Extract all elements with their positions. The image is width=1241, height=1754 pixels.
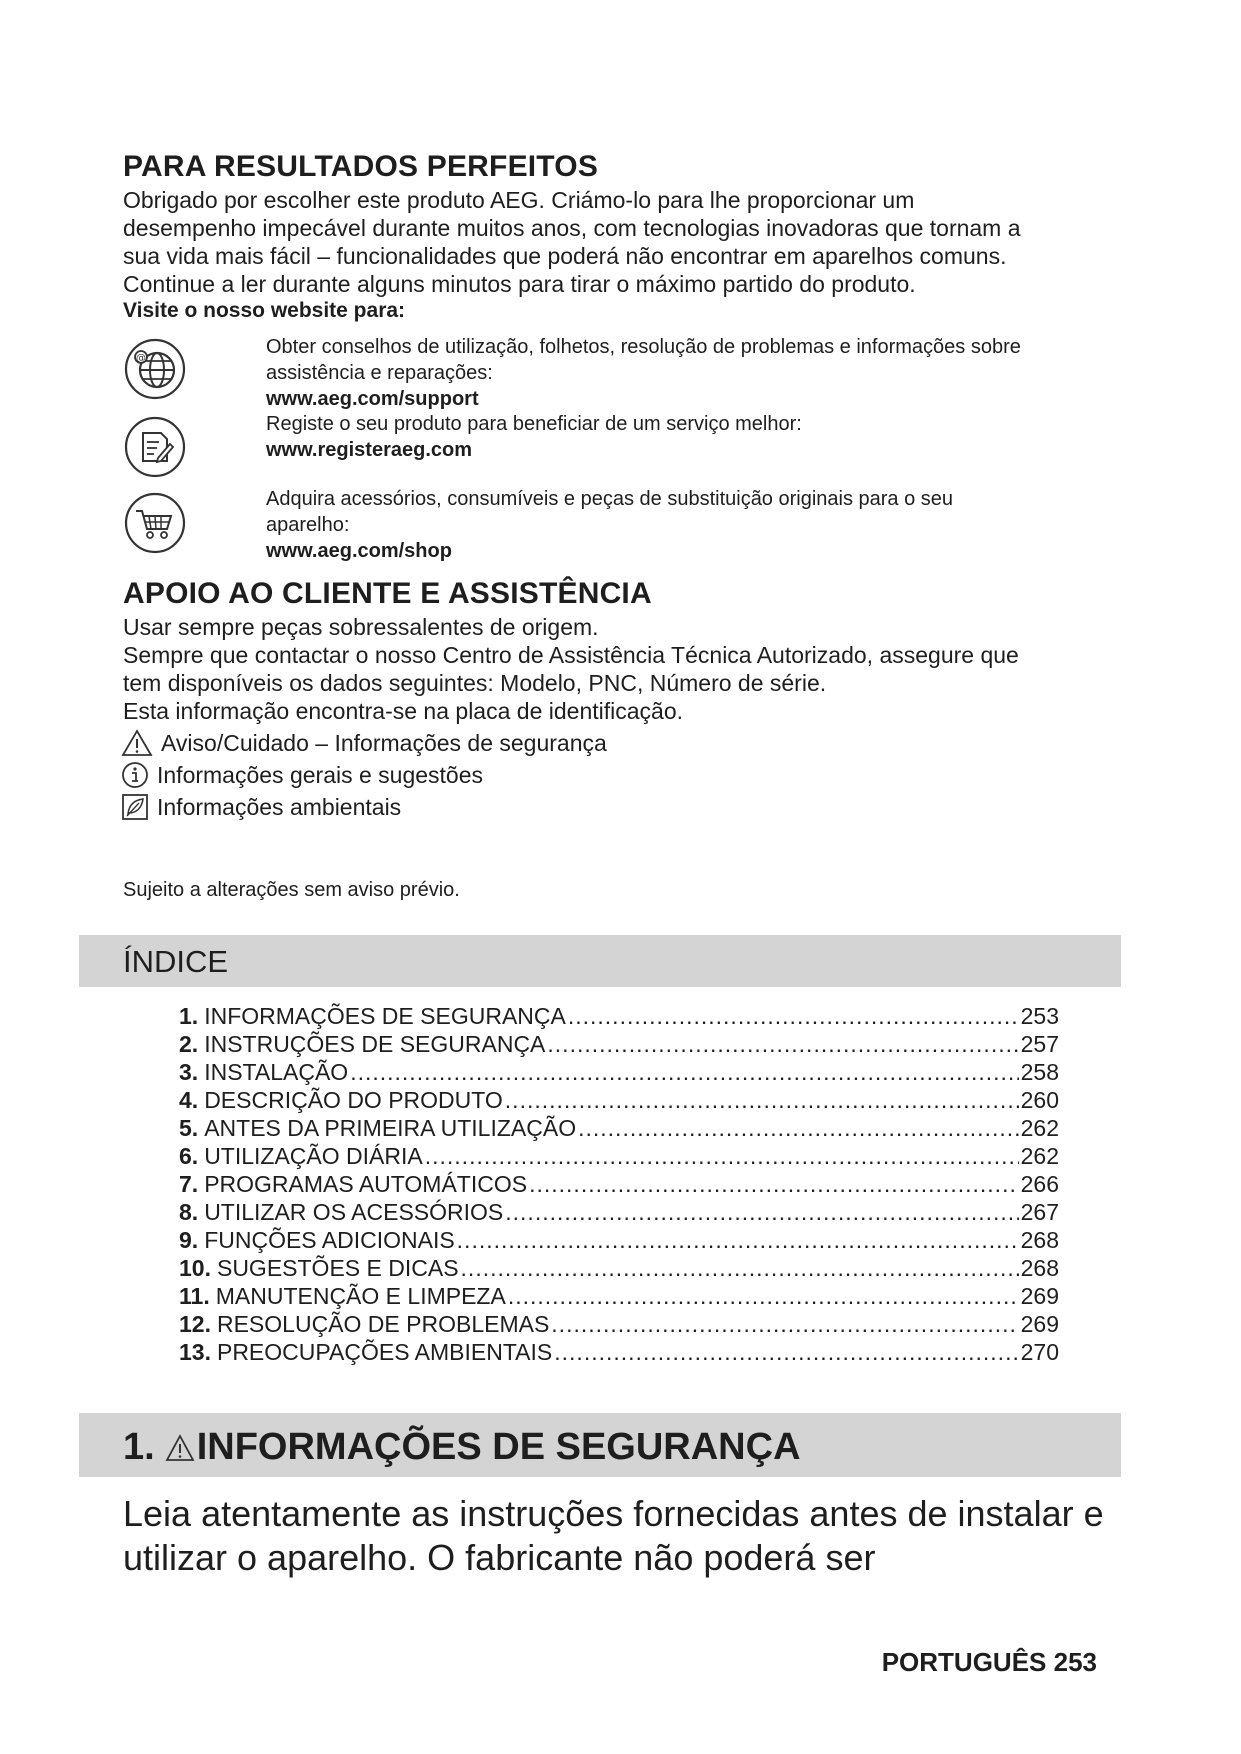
- toc-title: FUNÇÕES ADICIONAIS: [204, 1227, 455, 1253]
- website-item-text: Obter conselhos de utilização, folhetos, resolução de problemas e informações sobre: [266, 336, 1021, 358]
- support-line: tem disponíveis os dados seguintes: Modelo, PNC, Número de série.: [123, 670, 827, 696]
- shop-link[interactable]: www.aeg.com/shop: [266, 540, 452, 562]
- register-document-icon: [124, 416, 186, 478]
- toc-page: 269: [1020, 1311, 1059, 1337]
- warning-triangle-icon: [121, 729, 153, 757]
- legend-label: Informações gerais e sugestões: [157, 761, 484, 788]
- register-link[interactable]: www.registeraeg.com: [266, 439, 472, 461]
- chapter-title: INFORMAÇÕES DE SEGURANÇA: [196, 1426, 801, 1468]
- index-header-band: [79, 935, 1121, 987]
- toc-title: RESOLUÇÃO DE PROBLEMAS: [216, 1311, 550, 1337]
- toc-page: 269: [1020, 1283, 1059, 1309]
- toc-page: 266: [1020, 1171, 1059, 1197]
- toc-title: PROGRAMAS AUTOMÁTICOS: [204, 1171, 528, 1197]
- toc-title: INSTRUÇÕES DE SEGURANÇA: [204, 1031, 546, 1057]
- website-item-register: [266, 411, 1126, 463]
- intro-line: Obrigado por escolher este produto AEG. Criámo-lo para lhe proporcionar um: [123, 187, 915, 213]
- chapter-heading: [123, 1426, 801, 1469]
- shopping-cart-icon: [124, 492, 186, 554]
- warning-triangle-icon: [165, 1434, 195, 1462]
- toc-title: MANUTENÇÃO E LIMPEZA: [215, 1283, 506, 1309]
- support-title: APOIO AO CLIENTE E ASSISTÊNCIA: [123, 577, 652, 610]
- toc-entry[interactable]: 1. INFORMAÇÕES DE SEGURANÇA ..... 253: [179, 1002, 1059, 1030]
- toc-entry[interactable]: 11. MANUTENÇÃO E LIMPEZA ..... 269: [179, 1282, 1059, 1310]
- toc-page: 267: [1020, 1199, 1059, 1225]
- svg-text:@: @: [136, 353, 146, 364]
- chapter-intro-line: Leia atentamente as instruções fornecidas antes de instalar e: [123, 1493, 1104, 1534]
- toc-title: SUGESTÕES E DICAS: [216, 1255, 459, 1281]
- toc-entry[interactable]: 10. SUGESTÕES E DICAS ..... 268: [179, 1254, 1059, 1282]
- toc-page: 258: [1020, 1059, 1059, 1085]
- intro-line: sua vida mais fácil – funcionalidades que poderá não encontrar em aparelhos comuns.: [123, 243, 1007, 269]
- toc-entry[interactable]: 2. INSTRUÇÕES DE SEGURANÇA ..... 257: [179, 1030, 1059, 1058]
- website-item-text: Adquira acessórios, consumíveis e peças de substituição originais para o seu: [266, 488, 954, 510]
- globe-icon: [124, 338, 186, 400]
- legend-item-warning: [121, 727, 607, 759]
- legend-label: Aviso/Cuidado – Informações de segurança: [161, 729, 607, 756]
- toc-page: 257: [1020, 1031, 1059, 1057]
- toc-entry[interactable]: 4. DESCRIÇÃO DO PRODUTO ..... 260: [179, 1086, 1059, 1114]
- toc-title: INSTALAÇÃO: [204, 1059, 349, 1085]
- toc-entry[interactable]: 13. PREOCUPAÇÕES AMBIENTAIS ..... 270: [179, 1338, 1059, 1366]
- toc-page: 268: [1020, 1227, 1059, 1253]
- toc-entry[interactable]: 6. UTILIZAÇÃO DIÁRIA ..... 262: [179, 1142, 1059, 1170]
- toc-title: UTILIZAR OS ACESSÓRIOS: [204, 1199, 504, 1225]
- change-notice: Sujeito a alterações sem aviso prévio.: [123, 879, 460, 901]
- website-item-text: Registe o seu produto para beneficiar de um serviço melhor:: [266, 413, 802, 435]
- chapter-number: 1.: [123, 1426, 155, 1468]
- table-of-contents: [179, 1002, 1059, 1366]
- toc-page: 268: [1020, 1255, 1059, 1281]
- leaf-icon: [121, 793, 149, 821]
- toc-title: UTILIZAÇÃO DIÁRIA: [204, 1143, 423, 1169]
- legend-item-info: [121, 759, 607, 791]
- website-item-shop: [266, 486, 1126, 564]
- support-link[interactable]: www.aeg.com/support: [266, 388, 479, 410]
- index-title: ÍNDICE: [123, 944, 229, 979]
- website-item-text: assistência e reparações:: [266, 362, 493, 384]
- chapter-intro-line: utilizar o aparelho. O fabricante não poderá ser: [123, 1537, 876, 1578]
- intro-line: desempenho impecável durante muitos anos, com tecnologias inovadoras que tornam a: [123, 215, 1021, 241]
- chapter-intro-paragraph: [123, 1492, 1133, 1580]
- toc-title: INFORMAÇÕES DE SEGURANÇA: [204, 1003, 566, 1029]
- toc-entry[interactable]: 8. UTILIZAR OS ACESSÓRIOS ..... 267: [179, 1198, 1059, 1226]
- toc-title: PREOCUPAÇÕES AMBIENTAIS: [216, 1339, 553, 1365]
- legend-label: Informações ambientais: [157, 793, 402, 820]
- toc-page: 253: [1020, 1003, 1059, 1029]
- intro-line: Continue a ler durante alguns minutos para tirar o máximo partido do produto.: [123, 271, 916, 297]
- intro-title: PARA RESULTADOS PERFEITOS: [123, 150, 599, 183]
- toc-entry[interactable]: 9. FUNÇÕES ADICIONAIS ..... 268: [179, 1226, 1059, 1254]
- support-paragraph: [123, 613, 1123, 725]
- toc-page: 262: [1020, 1143, 1059, 1169]
- support-line: Sempre que contactar o nosso Centro de Assistência Técnica Autorizado, assegure que: [123, 642, 1019, 668]
- toc-title: DESCRIÇÃO DO PRODUTO: [204, 1087, 503, 1113]
- toc-entry[interactable]: 5. ANTES DA PRIMEIRA UTILIZAÇÃO ..... 262: [179, 1114, 1059, 1142]
- page-footer: PORTUGUÊS 253: [881, 1647, 1097, 1677]
- toc-entry[interactable]: 7. PROGRAMAS AUTOMÁTICOS ..... 266: [179, 1170, 1059, 1198]
- visit-label: Visite o nosso website para:: [123, 299, 406, 322]
- website-item-support: [266, 334, 1126, 412]
- symbol-legend: [121, 727, 607, 823]
- support-line: Esta informação encontra-se na placa de identificação.: [123, 698, 683, 724]
- chapter-header-band: [79, 1413, 1121, 1477]
- intro-paragraph: [123, 186, 1123, 298]
- website-item-text: aparelho:: [266, 514, 350, 536]
- toc-page: 270: [1020, 1339, 1059, 1365]
- info-icon: [121, 761, 149, 789]
- support-line: Usar sempre peças sobressalentes de origem.: [123, 614, 599, 640]
- toc-title: ANTES DA PRIMEIRA UTILIZAÇÃO: [204, 1115, 577, 1141]
- toc-entry[interactable]: 3. INSTALAÇÃO ..... 258: [179, 1058, 1059, 1086]
- legend-item-environment: [121, 791, 607, 823]
- toc-entry[interactable]: 12. RESOLUÇÃO DE PROBLEMAS ..... 269: [179, 1310, 1059, 1338]
- toc-page: 262: [1020, 1115, 1059, 1141]
- toc-page: 260: [1020, 1087, 1059, 1113]
